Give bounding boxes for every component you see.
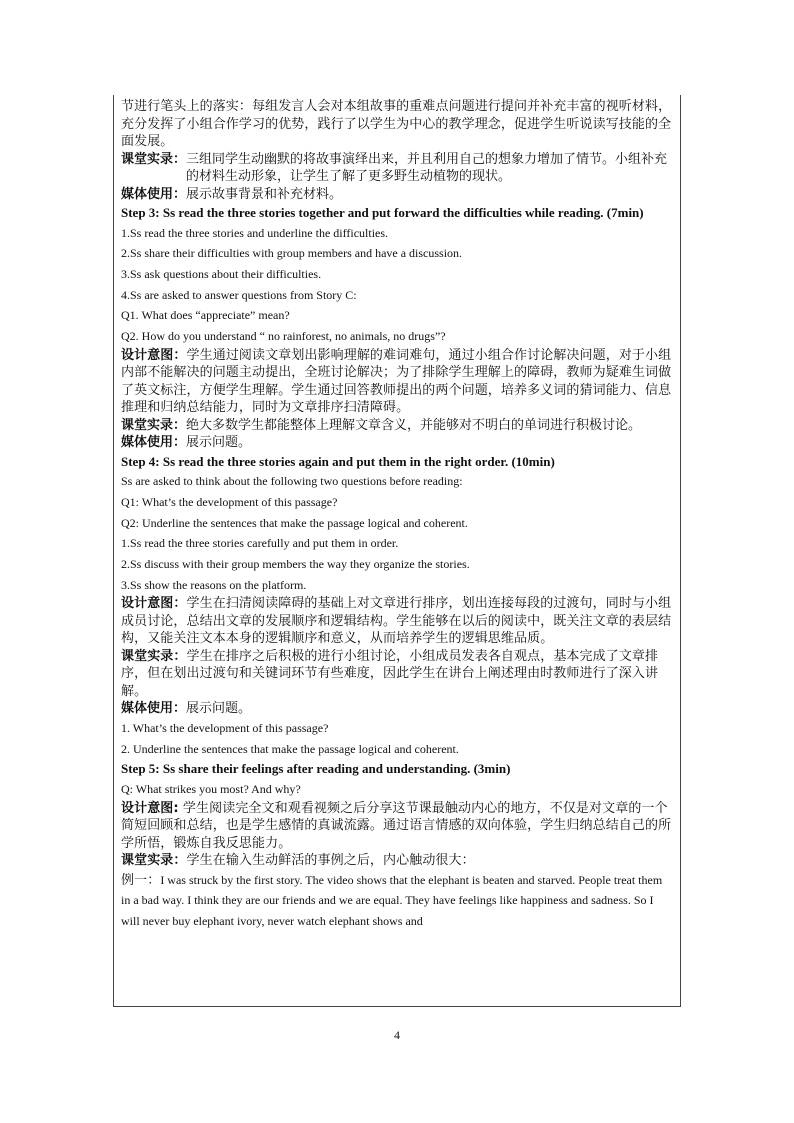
step3-item: 2.Ss share their difficulties with group members and have a discussion. (121, 246, 463, 261)
step3-item: Q1. What does “appreciate” mean? (121, 308, 290, 323)
classroom-record-label: 课堂实录： (121, 853, 187, 869)
media-use-label: 媒体使用： (121, 701, 187, 717)
classroom-record-label: 课堂实录： (121, 648, 187, 664)
step4-media-item: 2. Underline the sentences that make the passage logical and coherent. (121, 741, 459, 756)
document-body (114, 95, 680, 932)
classroom-record-text: 学生在输入生动鲜活的事例之后，内心触动很大： (186, 853, 475, 869)
media-use-row (121, 186, 673, 204)
step4-media-item: 1. What’s the development of this passage? (121, 720, 329, 735)
step5-design-paragraph (121, 800, 673, 853)
classroom-record-text: 三组同学生动幽默的将故事演绎出来，并且利用自己的想象力增加了情节。小组补充的材料生动形象，让学生了解了更多野生动植物的现状。 (186, 151, 668, 184)
table-cell-frame (113, 95, 681, 1007)
intro-paragraph: 节进行笔头上的落实：每组发言人会对本组故事的重难点问题进行提问并补充丰富的视听材料，充分发挥了小组合作学习的优势，践行了以学生为中心的教学理念，促进学生听说读写技能的全面发展。 (121, 99, 672, 149)
media-use-label: 媒体使用： (121, 186, 187, 202)
design-intent-label: 设计意图： (121, 347, 187, 363)
step4-item: 1.Ss read the three stories carefully and put them in order. (121, 536, 399, 551)
media-use-text: 展示问题。 (186, 435, 252, 451)
page-number: 4 (394, 1028, 400, 1042)
step3-item: 1.Ss read the three stories and underline the difficulties. (121, 225, 389, 240)
design-intent-label: 设计意图: (121, 800, 179, 816)
classroom-record-row (121, 417, 673, 435)
classroom-record-label: 课堂实录： (121, 151, 187, 167)
classroom-record-text: 学生在排序之后积极的进行小组讨论，小组成员发表各自观点，基本完成了文章排序，但在划出过渡句和关键词环节有些难度，因此学生在讲台上阐述理由时教师进行了深入讲解。 (121, 648, 659, 699)
media-use-row (121, 700, 673, 718)
media-use-row (121, 434, 673, 452)
media-use-text: 展示故事背景和补充材料。 (186, 186, 343, 202)
step5-question: Q: What strikes you most? And why? (121, 781, 301, 796)
step3-item: Q2. How do you understand “ no rainforest, no animals, no drugs”? (121, 329, 446, 344)
step4-design-paragraph (121, 595, 673, 648)
media-use-text: 展示问题。 (186, 701, 252, 717)
media-use-label: 媒体使用： (121, 435, 187, 451)
example-label: 例一： (121, 872, 161, 888)
classroom-record-label: 课堂实录： (121, 417, 187, 433)
step4-item: 2.Ss discuss with their group members the way they organize the stories. (121, 557, 470, 572)
step3-design-paragraph (121, 347, 673, 417)
example-text: I was struck by the first story. The video shows that the elephant is beaten and starved. People treat them in a bad way. I think they are our friends and we are equal. They have feelings like happiness and sadness. So I will never buy elephant ivory, never watch elephant shows and (121, 872, 663, 928)
step3-item: 3.Ss ask questions about their difficulties. (121, 266, 322, 281)
classroom-record-row (121, 151, 673, 186)
step5-classroom-paragraph (121, 852, 673, 870)
step4-item: Q2: Underline the sentences that make the passage logical and coherent. (121, 515, 468, 530)
step4-classroom-paragraph (121, 648, 673, 701)
step4-item: 3.Ss show the reasons on the platform. (121, 577, 307, 592)
design-intent-label: 设计意图： (121, 596, 187, 612)
step4-item: Q1: What’s the development of this passage? (121, 494, 338, 509)
step4-item: Ss are asked to think about the following two questions before reading: (121, 474, 463, 489)
classroom-record-text: 绝大多数学生都能整体上理解文章含义，并能够对不明白的单词进行积极讨论。 (186, 417, 642, 433)
design-intent-text: 学生在扫清阅读障碍的基础上对文章进行排序，划出连接每段的过渡句，同时与小组成员讨论，总结出文章的发展顺序和逻辑结构。学生能够在以后的阅读中，既关注文章的表层结构，又能关注文本本身的逻辑顺序和意义，从而培养学生的逻辑思维品质。 (121, 596, 672, 647)
design-intent-text: 学生阅读完全文和观看视频之后分享这节课最触动内心的地方，不仅是对文章的一个简短回顾和总结，也是学生感情的真诚流露。通过语言情感的双向体验，学生归纳总结自己的所学所悟，锻炼自我反思能力。 (121, 800, 672, 851)
design-intent-text: 学生通过阅读文章划出影响理解的难词难句，通过小组合作讨论解决问题，对于小组内部不能解决的问题主动提出，全班讨论解决；为了排除学生理解上的障碍，教师为疑难生词做了英文标注，方便学生理解。学生通过回答教师提出的两个问题，培养多义词的猜词能力、信息推理和归纳总结能力，同时为文章排序扫清障碍。 (121, 347, 672, 416)
step3-item: 4.Ss are asked to answer questions from Story C: (121, 287, 357, 302)
step5-heading: Step 5: Ss share their feelings after reading and understanding. (3min) (121, 761, 511, 777)
example-paragraph (121, 870, 673, 932)
step3-heading: Step 3: Ss read the three stories together and put forward the difficulties while reading. (7min) (121, 205, 644, 220)
step4-heading: Step 4: Ss read the three stories again and put them in the right order. (10min) (121, 453, 555, 469)
